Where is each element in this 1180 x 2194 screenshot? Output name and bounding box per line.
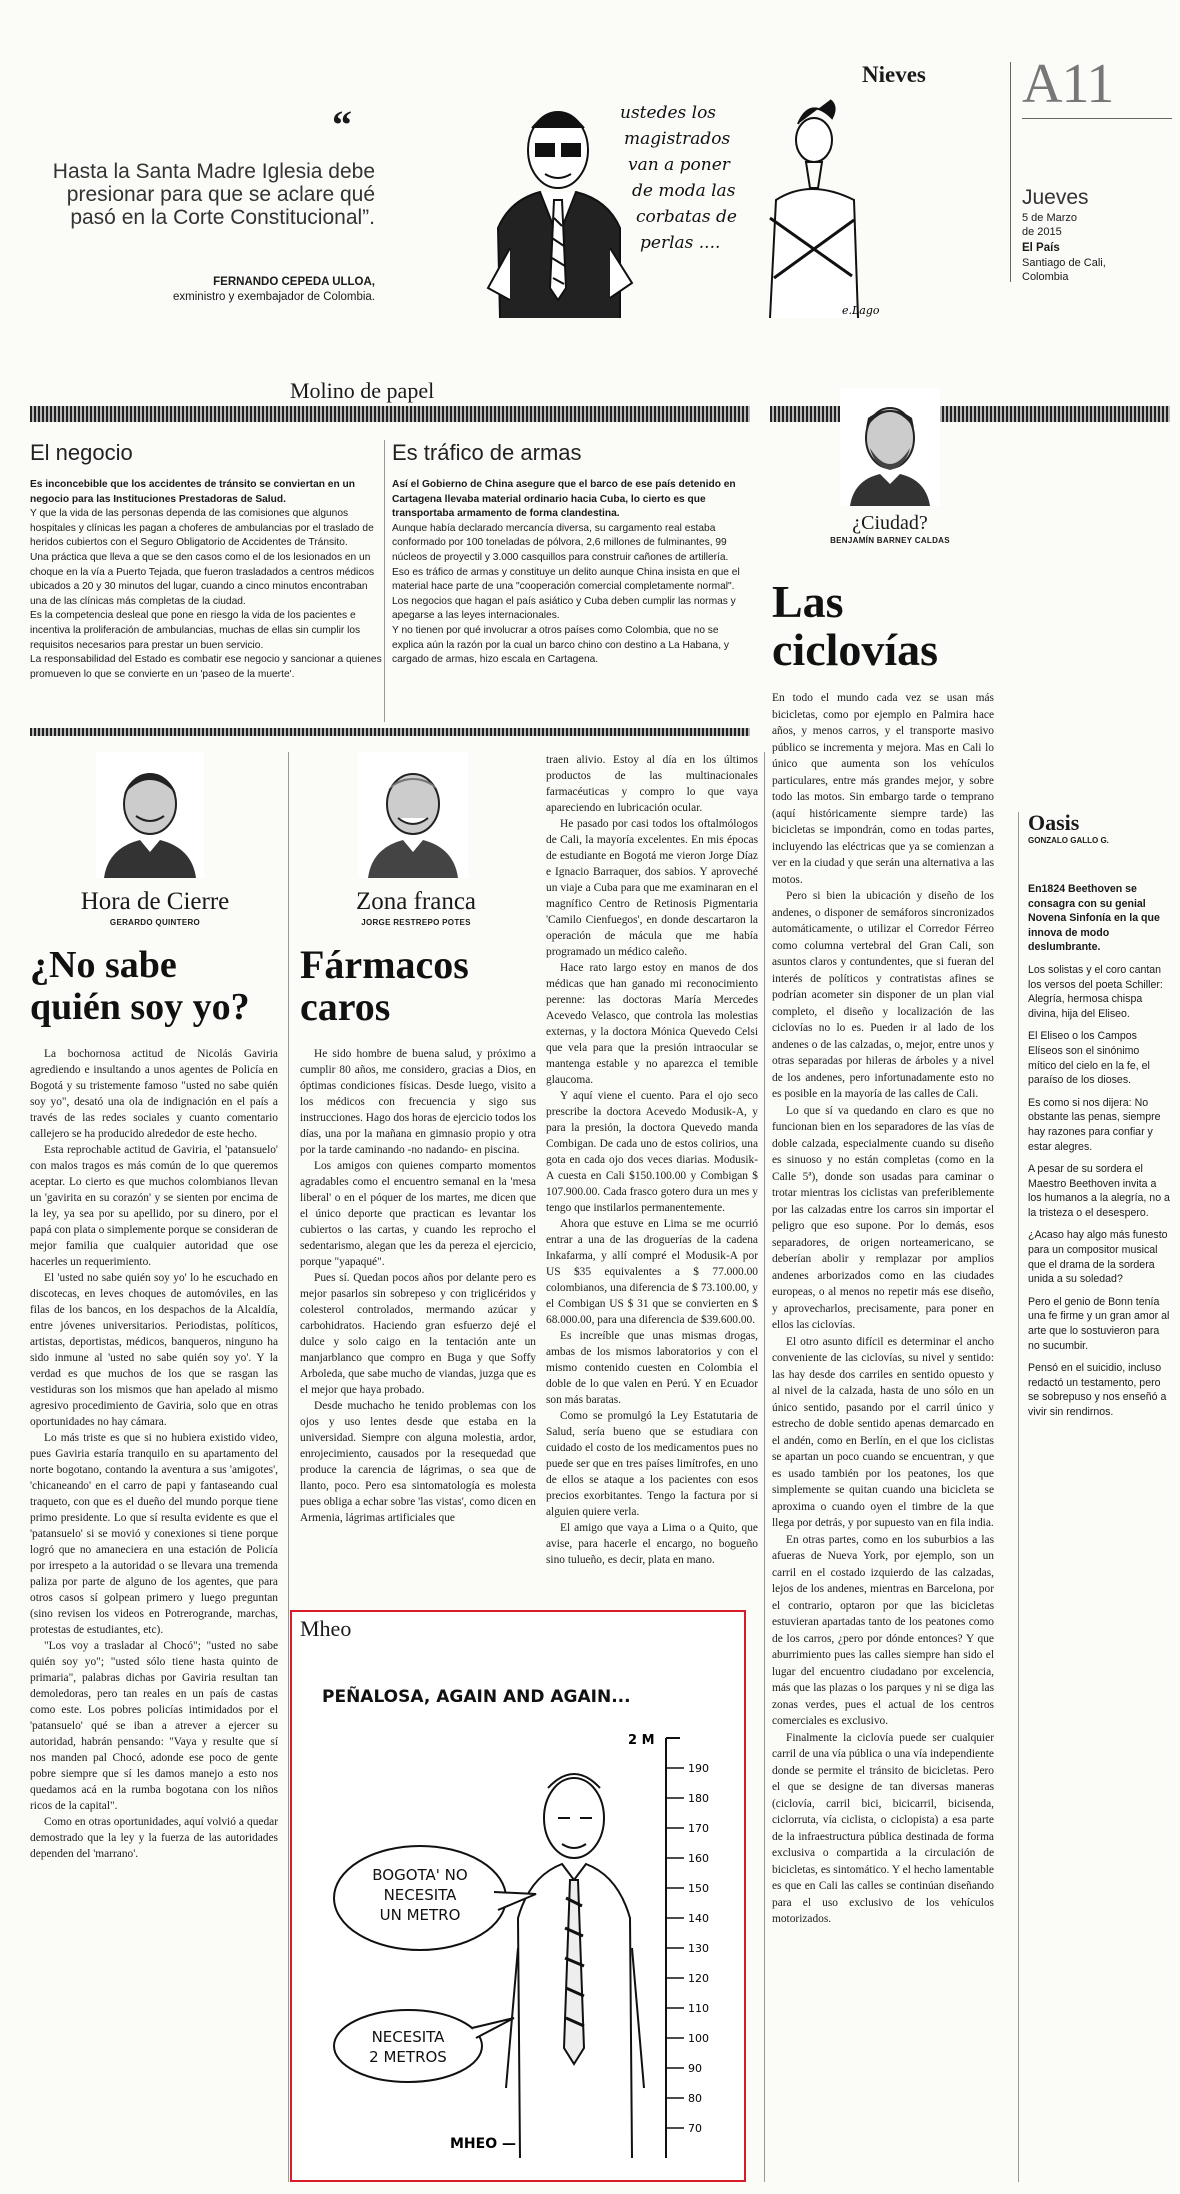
zona-body-col1 <box>300 1046 536 1526</box>
ciudad-top-rule <box>770 406 1170 422</box>
ruler-top-label: 2 M <box>628 1733 655 1748</box>
oasis-column-name: Oasis <box>1028 810 1080 835</box>
hora-headline-1: ¿No sabe <box>30 944 177 986</box>
zona-paragraph: Es increíble que unas mismas drogas, ambas de los mismos laboratorios y con el mismo contenido cuesten en Colombia el doble de lo que valen en Perú. Y en Ecuador son más baratas. <box>546 1330 758 1406</box>
armas-paragraph: Y no tienen por qué involucrar a otros países como Colombia, que no se explica aún la razón por la cual un barco chino con destino a La Habana, y cargado de armas, hizo escala en Cartagena. <box>392 624 729 666</box>
magistrate-figure <box>488 112 632 318</box>
caption-line: ustedes los <box>620 103 717 123</box>
zona-headline-1: Fármacos <box>300 942 469 987</box>
mheo-headline: PEÑALOSA, AGAIN AND AGAIN... <box>322 1687 631 1707</box>
zona-author: JORGE RESTREPO POTES <box>361 918 471 927</box>
zona-paragraph: El amigo que vaya a Lima o a Quito, que avise, para hacerle el encargo, no bogueño sino tulueño, es decir, plata en mano. <box>546 1522 758 1566</box>
ciudad-paragraph: El otro asunto difícil es determinar el ancho conveniente de las ciclovías, su nivel y sentido: las hay desde dos carriles en sentido opuesto y al nivel de la calzada, hasta de uno sólo en un único sentido, pasando por el carril único y estrecho de doble sentido apenas demarcado en el andén, como en Berlín, en el que los ciclistas se apartan un poco cuando se encuentran, y que es usado también por los peatones, los que simplemente se quitan cuando una bicicleta se aproxima o cuando oyen el timbre de la que llega por detrás, y por supuesto van en fila india. <box>772 1335 994 1529</box>
oasis-paragraph: El Eliseo o los Campos Elíseos son el sinónimo mítico del cielo en la fe, el paraíso de los dioses. <box>1028 1030 1150 1087</box>
zona-paragraph: He pasado por casi todos los oftalmólogos de Cali, la mayoría excelentes. En mis épocas de estudiante en Bogotá me vieron Jorge Díaz e Ignacio Barraquer, dos sabios. Y aproveché un viaje a Cuba para que me examinaran en el magnífico Centro de Retinosis Pigmentaria 'Camilo Cienfuegos', en donde descartaron la operación de mácula que me había programado un médico caleño. <box>546 818 758 958</box>
negocio-paragraph: Y que la vida de las personas dependa de las comisiones que algunos hospitales y clínicas les pagan a choferes de ambulancias por el traslado de heridos cubiertos con el Seguro Obligatorio de Accidentes de Tránsito. <box>30 508 374 549</box>
caption-line: van a poner <box>628 155 730 175</box>
date-line-2: de 2015 <box>1022 226 1062 238</box>
cartoon-signature: e.Lago <box>842 304 880 317</box>
ruler-label: 100 <box>688 2032 709 2045</box>
page-number: A11 <box>1022 53 1114 115</box>
ciudad-headline-1: Las <box>772 576 844 627</box>
ruler-label: 80 <box>688 2092 702 2105</box>
mheo-cartoon <box>300 1648 734 2172</box>
armas-heading: Es tráfico de armas <box>392 440 582 465</box>
zona-headline-2: caros <box>300 984 391 1029</box>
mheo-title: Mheo <box>300 1616 352 1641</box>
hora-paragraph: La bochornosa actitud de Nicolás Gaviria agrediendo e insultando a unos agentes de Policía en Bogotá y su tristemente famoso "usted no sabe quién soy yo", desató una ola de indignación en el país a través de las redes sociales y cuanto comentario callejero se ha producido alrededor de este hecho. <box>30 1048 278 1140</box>
hora-author-photo <box>96 752 204 878</box>
ciudad-author: BENJAMÍN BARNEY CALDAS <box>830 536 950 545</box>
zona-paragraph: He sido hombre de buena salud, y próximo a cumplir 80 años, me considero, gracias a Dios, en óptimas condiciones físicas. Desde luego, visito a los médicos con frecuencia y sigo sus instrucciones. Hago dos horas de ejercicio todos los días, una por la mañana en gimnasio propio y otra por la tarde caminando -no nadando- en piscina. <box>300 1048 536 1156</box>
city-line-2: Colombia <box>1022 271 1069 283</box>
armas-lead: Así el Gobierno de China asegure que el barco de ese país detenido en Cartagena llevaba material ordinario hacia Cuba, lo cierto es que transportaba armamento de forma clandestina. <box>392 479 736 520</box>
ciudad-paragraph: Finalmente la ciclovía puede ser cualquier carril de una vía pública o una vía independiente donde se permite el tránsito de bicicletas. Pero el que se designe de tan diversas maneras (ciclovía, carril bici, bicicarril, bicisenda, ciclorruta, vía ciclista, o ciclopista) a esa parte de la infraestructura pública destinada de forma exclusiva o compartida a la circulación de bicicletas, es sintomático. Y el hecho lamentable es que en Cali las calles se continúan diseñando para el uso exclusivo de los vehículos motorizados. <box>772 1731 994 1925</box>
ciudad-paragraph: En otras partes, como en los suburbios a las afueras de Nueva York, por ejemplo, son un carril en el costado izquierdo de las calzadas, lejos de los andenes, mientras en Barcelona, por el contrario, optaron por que las bicicletas estuvieran apartadas tanto de los peatones como de los carros, ¿pero por dónde entonces? Y que aburrimiento pues las calles siempre han sido el lugar del encuentro ciudadano por excelencia, más que las plazas o los parques y ni se diga las zonas verdes, pues el actual de los centros comerciales es exclusivo. <box>772 1533 994 1727</box>
ruler-label: 160 <box>688 1852 709 1865</box>
armas-paragraph: Eso es tráfico de armas y constituye un delito aunque China insista en que el material hace parte de una "cooperación comercial completamente normal". <box>392 566 740 593</box>
zona-paragraph: Y aquí viene el cuento. Para el ojo seco prescribe la doctora Acevedo Modusik-A, y para la presión, la doctora Quevedo manda Combigan. De cada uno de estos colirios, una gota en cada ojo dos veces diarias. Modusik-A cuesta en Cali $150.100.00 y Combigan $ 107.900.00. Cada frasco gotero dura un mes y tengo que instilarlos permanentemente. <box>546 1090 758 1214</box>
negocio-paragraph: La responsabilidad del Estado es combatir ese negocio y sancionar a quienes promueven lo que se convierte en un 'paseo de la muerte'. <box>30 654 382 680</box>
hora-paragraph: "Los voy a trasladar al Chocó"; "usted no sabe quién soy yo"; "usted sólo tiene hasta quinto de primaria", palabras dichas por Gaviria resultan tan demoledoras, pero tan reales en un país de castas como este. Los pobres policías intimidados por el 'patansuelo' qué se iban a atrever a ejercer su autoridad, habrán pensando: "Vaya y resulte que sí nos manden pal Chocó, adonde ese poco de gente pobre siempre que sí les damos manejo a esto nos quedamos acá en la rumba bogotana con los niños ricos de la capital". <box>30 1640 278 1812</box>
height-ruler <box>628 1733 709 2158</box>
molino-title: Molino de papel <box>290 378 435 403</box>
negocio-heading: El negocio <box>30 440 133 465</box>
zona-paragraph: Ahora que estuve en Lima se me ocurrió entrar a una de las droguerías de la cadena Inkafarma, y allí compré el Modusik-A por US $35 equivalentes a $ 77.000.00 colombianos, una diferencia de $ 73.100.00, y el Combigan US $ 31 que se convierten en $ 68.000.00, para una diferencia de $39.600.00. <box>546 1218 758 1326</box>
ciudad-column-name: ¿Ciudad? <box>852 512 928 534</box>
molino-bottom-rule <box>30 728 750 736</box>
negocio-lead: Es inconcebible que los accidentes de tránsito se conviertan en un negocio para las Instituciones Prestadoras de Salud. <box>30 479 355 505</box>
ruler-label: 130 <box>688 1942 709 1955</box>
armas-paragraph: Los negocios que hagan el país asiático y Cuba deben cumplir las normas y apegarse a las leyes internacionales. <box>392 595 736 622</box>
ruler-label: 120 <box>688 1972 709 1985</box>
speech-bubble-2 <box>334 2010 482 2082</box>
ruler-label: 110 <box>688 2002 709 2015</box>
negocio-body <box>30 478 382 682</box>
oasis-paragraph: Pero el genio de Bonn tenía una fe firme y un gran amor al arte que lo sostuvieron para no sucumbir. <box>1028 1295 1170 1352</box>
caption-line: de moda las <box>632 181 736 201</box>
city-line-1: Santiago de Cali, <box>1022 257 1106 269</box>
ruler-label: 170 <box>688 1822 709 1835</box>
bubble-1-line: UN METRO <box>379 1906 461 1924</box>
hora-headline-2: quién soy yo? <box>30 986 250 1028</box>
oasis-paragraph: ¿Acaso hay algo más funesto para un compositor musical que el drama de la sordera unida a su soledad? <box>1028 1229 1168 1286</box>
caption-line: perlas .... <box>640 233 721 253</box>
mheo-signature: MHEO — <box>450 2136 516 2152</box>
quote-mark: “ <box>332 102 352 147</box>
quote-text: Hasta la Santa Madre Iglesia debe presionar para que se aclare qué pasó en la Corte Constitucional”. <box>52 160 375 229</box>
negocio-paragraph: Es la competencia desleal que pone en riesgo la vida de los pacientes e incentiva la proliferación de ambulancias, muchas de ellas sin cumplir los requisitos necesarios para prestar un buen servicio. <box>30 610 361 651</box>
woman-figure <box>770 100 858 318</box>
date-line-1: 5 de Marzo <box>1022 212 1078 224</box>
armas-body <box>392 478 750 668</box>
bubble-1-line: BOGOTA' NO <box>372 1866 468 1884</box>
quote-author-role: exministro y exembajador de Colombia. <box>173 291 375 303</box>
ciudad-author-photo <box>840 388 940 506</box>
zona-paragraph: Hace rato largo estoy en manos de dos médicas que han ganado mi reconocimiento perenne: las doctoras María Mercedes Acevedo Velasco, que controla las molestias externas, y la doctora Mónica Quevedo Celsi que vela para que la presión intraocular se mantenga estable y no aparezca el temible glaucoma. <box>546 962 758 1086</box>
bubble-2-line: NECESITA <box>371 2028 445 2046</box>
ciudad-body <box>772 690 994 1928</box>
oasis-lead: En1824 Beethoven se consagra con su genial Novena Sinfonía en la que innova de modo deslumbrante. <box>1028 883 1160 954</box>
oasis-author: GONZALO GALLO G. <box>1028 836 1109 845</box>
date-day: Jueves <box>1022 186 1089 209</box>
ciudad-paragraph: Lo que sí va quedando en claro es que no funcionan bien en los separadores de las vías de doble calzada, especialmente cuando su diseño es sinuoso y no están completas (como en la Calle 5ª), donde son usadas para caminar o trotar mientras los ciclistas van preferiblemente por las calzadas entre los carros sin importar el peligro que eso supone. Por lo demás, esos separadores, de origen norteamericano, se deberían abolir y remplazar por amplios andenes arborizados como en las ciudades europeas, o al menos no repetir más ese diseño, y aprovecharlos, precisamente, para poner en ellos las ciclovías. <box>772 1104 994 1331</box>
oasis-paragraph: A pesar de su sordera el Maestro Beethoven invita a los humanos a la alegría, no a la tristeza o el desespero. <box>1028 1163 1170 1219</box>
ruler-label: 150 <box>688 1882 709 1895</box>
ruler-label: 70 <box>688 2122 702 2135</box>
zona-paragraph: Desde muchacho he tenido problemas con los ojos y uso lentes desde que estaba en la universidad. Siempre con alguna molestia, ardor, enrojecimiento, causados por la resequedad que produce la carencia de lágrimas, o sea que de llanto, poco. Pero esa sintomatología es molesta pues obliga a echar sobre 'las vistas', como dicen en Armenia, lágrimas artificiales que <box>300 1400 536 1524</box>
ruler-label: 140 <box>688 1912 709 1925</box>
zona-column-name: Zona franca <box>355 888 477 915</box>
hora-paragraph: Esta reprochable actitud de Gaviria, el 'patansuelo' con malos tragos es más común de lo que queremos aceptar. Lo cierto es que muchos colombianos llevan un 'gavirita en su corazón' y se sienten por encima de la ley, ya sea por su apellido, por su dinero, por el papá con plata o simplemente porque se consideran de mejor familia que cualquier autoridad que ose hacerles un requerimiento. <box>30 1144 278 1268</box>
zona-body-col2 <box>546 752 758 1568</box>
hora-body <box>30 1046 278 1862</box>
section-name: Nieves <box>862 62 926 87</box>
hora-author: GERARDO QUINTERO <box>109 918 201 927</box>
ciudad-paragraph: Pero si bien la ubicación y diseño de los andenes, o disponer de semáforos sincronizados automáticamente, o utilizar el Corredor Férreo como columna vertebral del Gran Cali, son asuntos claros y contundentes, que si fueran del interés de políticos y contratistas afines se podrían acometer sin disponer de un plan vial completo, el diseño y localización de las ciclovías no lo es. Pueden ir al lado de los andenes o de las calzadas, o, mejor, entre unos y otras separadas por hileras de árboles y a nivel de los andenes, pero infortunadamente esto no es posible en la mayoría de las calles de Cali. <box>772 890 994 1100</box>
hora-paragraph: El 'usted no sabe quién soy yo' lo he escuchado en discotecas, en leves choques de automóviles, en las filas de los bancos, en los despachos de la Alcaldía, entre jóvenes universitarios. Periodistas, políticos, artistas, deportistas, médicos, banqueros, ninguno ha sido inmune al 'usted no sabe quién soy yo'. Y la verdad es que muchos de los que se rasgan las vestiduras son los mismos que han apelado al mismo agresivo procedimiento de Gaviria, solo que en otras oportunidades no hay cámara. <box>30 1272 278 1428</box>
caption-line: magistrados <box>624 129 731 149</box>
paper-name: El País <box>1022 242 1060 254</box>
ciudad-paragraph: En todo el mundo cada vez se usan más bicicletas, como por ejemplo en Palmira hace años, y menos carros, y el transporte masivo público se incrementa y mejora. Mas en Cali lo único que aumenta son los vehículos particulares, entre más grandes mejor, y sobre todo las motos. Sin embargo tarde o temprano (aquí históricamente siempre tarde) las bicicletas se impondrán, como en todas partes, incluyendo las eléctricas que ya se comienzan a ver en la ciudad y que serán una alternativa a las motos. <box>772 692 994 886</box>
negocio-paragraph: Una práctica que lleva a que se den casos como el de los lesionados en un choque en la vía a Puerto Tejada, que fueron trasladados a centros médicos ubicados a 20 y 30 minutos del lugar, cuando a cinco minutos encontraban una de las clínicas más completas de la ciudad. <box>30 551 375 607</box>
oasis-paragraph: Pensó en el suicidio, incluso redactó un testamento, pero se sobrepuso y nos enseñó a vivir sin rendirnos. <box>1028 1362 1167 1418</box>
nieves-cartoon <box>470 88 890 320</box>
molino-rule <box>30 406 750 422</box>
oasis-body <box>1028 882 1170 1428</box>
bubble-2-line: 2 METROS <box>369 2048 447 2066</box>
bubble-1-line: NECESITA <box>383 1886 457 1904</box>
hora-paragraph: Como en otras oportunidades, aquí volvió a quedar demostrado que la ley y la fuerza de las autoridades dependen del 'marrano'. <box>30 1816 278 1860</box>
hora-column-name: Hora de Cierre <box>80 888 230 915</box>
oasis-paragraph: Es como si nos dijera: No obstante las penas, siempre hay razones para confiar y estar alegres. <box>1028 1096 1161 1153</box>
ciudad-headline-2: ciclovías <box>772 624 939 675</box>
zona-paragraph: Como se promulgó la Ley Estatutaria de Salud, sería bueno que se estudiara con cuidado el costo de los medicamentos pues no puede ser que en tres países limítrofes, en uno de ellos se ataque a los pacientes con esos precios exorbitantes. Tengo la factura por si alguien quiere verla. <box>546 1410 758 1518</box>
zona-paragraph: Pues sí. Quedan pocos años por delante pero es mejor pasarlos sin sobrepeso y con triglicéridos y colesterol controlados, mermando azúcar y carbohidratos. Haciendo gran esfuerzo dejé el dulce y solo caigo en la tentación ante un manjarblanco que compro en Buga y que Soffy Arboleda, que sabe mucho de viandas, juzga que es el mejor que haya probado. <box>300 1272 536 1396</box>
zona-paragraph: Los amigos con quienes comparto momentos agradables como el encuentro semanal en la 'mesa liberal' o en el póquer de los martes, me dicen que el único deporte que practican es levantar los cubiertos o las cartas, y cuando les reprocho el sedentarismo, alegan que les da pereza el ejercicio, porque "yapaqué". <box>300 1160 536 1268</box>
hora-paragraph: Lo más triste es que si no hubiera existido video, pues Gaviria estaría tranquilo en su apartamento del norte bogotano, contando la aventura a sus 'amigotes', 'chicaneando' en el carro de papi y fantaseando cual traqueto, con que es el dueño del mundo porque tiene primo presidente. Lo que sí resulta evidente es que el 'patansuelo' si se movió y conexiones si tiene porque logró que no amaneciera en una estación de Policía por irrespeto a la autoridad o se llevara una tremenda paliza por parte de alguno de los agentes, que para otros casos sí golpean primero y luego preguntan (sino revisen los videos en Potrerogrande, marchas, protestas de estudiantes, etc). <box>30 1432 278 1636</box>
oasis-paragraph: Los solistas y el coro cantan los versos del poeta Schiller: Alegría, hermosa chispa divina, hija del Eliseo. <box>1028 963 1163 1020</box>
ruler-label: 180 <box>688 1792 709 1805</box>
ruler-label: 90 <box>688 2062 702 2075</box>
cartoon-caption <box>620 103 737 253</box>
caption-line: corbatas de <box>636 207 737 227</box>
penalosa-figure <box>506 1774 644 2158</box>
armas-paragraph: Aunque había declarado mercancía diversa, su cargamento real estaba conformado por 100 toneladas de pólvora, 2,6 millones de fulminantes, 99 núcleos de proyectil y 3.000 casquillos para construir cañones de artillería. <box>392 522 729 563</box>
zona-paragraph: traen alivio. Estoy al día en los últimos productos de las multinacionales farmacéuticas y compro lo que vaya apareciendo en lubricación ocular. <box>546 754 758 814</box>
zona-author-photo <box>358 752 468 878</box>
ruler-label: 190 <box>688 1762 709 1775</box>
quote-author: FERNANDO CEPEDA ULLOA, <box>213 276 375 288</box>
